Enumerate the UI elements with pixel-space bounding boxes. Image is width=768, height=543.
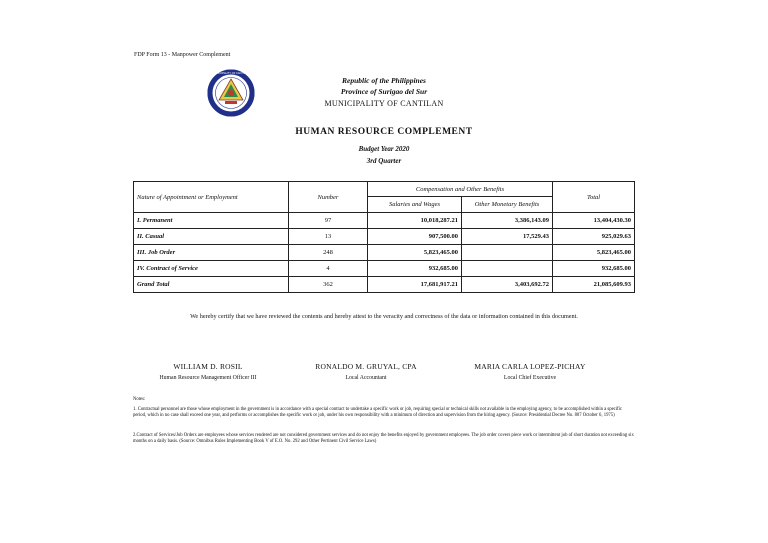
- col-header-other-benefits: Other Monetary Benefits: [462, 197, 553, 213]
- row-other-benefits: [462, 261, 553, 277]
- col-header-nature: Nature of Appointment or Employment: [134, 182, 289, 213]
- row-number: 13: [289, 229, 368, 245]
- signatory-name: MARIA CARLA LOPEZ-PICHAY: [474, 362, 586, 371]
- signatory-hrmo: [128, 362, 288, 381]
- row-number: 362: [289, 277, 368, 293]
- signatory-name: RONALDO M. GRUYAL, CPA: [315, 362, 417, 371]
- col-header-total: Total: [553, 182, 635, 213]
- republic-line: Republic of the Philippines: [342, 76, 426, 85]
- col-header-number: Number: [289, 182, 368, 213]
- row-other-benefits: 3,403,692.72: [462, 277, 553, 293]
- row-total: 5,823,465.00: [553, 245, 635, 261]
- row-total: 21,085,609.93: [553, 277, 635, 293]
- table-row: [134, 229, 635, 245]
- row-total: 13,404,430.30: [553, 213, 635, 229]
- note-1: 1. Contractual personnel are those whose employment in the government is in accordance with a special contract to undertake a specific work or job, requiring special or technical skills not available in the employing agency, to be accomplished within a specific period, which in no case shall exceed one year, and performs or accomplishes the specific work or job, under his own responsibility with a minimum of direction and supervision from the hiring agency. (Source: Presidential Decree No. 807 October 6, 1975): [133, 407, 622, 418]
- row-total: 932,685.00: [553, 261, 635, 277]
- row-nature: I. Permanent: [134, 213, 289, 229]
- signatory-chief-executive: [450, 362, 610, 381]
- row-number: 248: [289, 245, 368, 261]
- table-row: [134, 213, 635, 229]
- table-row: [134, 245, 635, 261]
- note-2: 2.Contract of Services/Job Orders are employees whose services rendered are not considered government services and do not enjoy the benefits enjoyed by government employees. The job order covers piece work or intermittent job of short duration not exceeding six months on a daily basis. (Source: Omnibus Rules Implementing Book V of E.O. No. 292 and Other Pertinent Civil Service Laws): [133, 433, 634, 444]
- grand-total-row: [134, 277, 635, 293]
- notes-heading: Notes:: [133, 397, 146, 402]
- signatory-role: Local Chief Executive: [503, 375, 557, 381]
- row-salaries: 932,685.00: [368, 261, 462, 277]
- row-nature: II. Casual: [134, 229, 289, 245]
- row-nature: Grand Total: [134, 277, 289, 293]
- table-row: [134, 261, 635, 277]
- municipality-line: MUNICIPALITY OF CANTILAN: [324, 99, 444, 108]
- row-number: 4: [289, 261, 368, 277]
- row-nature: III. Job Order: [134, 245, 289, 261]
- signatory-role: Human Resource Management Officer III: [159, 375, 257, 381]
- row-salaries: 907,500.00: [368, 229, 462, 245]
- signatory-name: WILLIAM D. ROSIL: [173, 362, 243, 371]
- quarter: 3rd Quarter: [366, 157, 402, 165]
- row-other-benefits: 3,386,143.09: [462, 213, 553, 229]
- certification-text: We hereby certify that we have reviewed the contents and hereby attest to the veracity and correctness of the data or information contained in this document.: [190, 313, 578, 320]
- row-other-benefits: 17,529.43: [462, 229, 553, 245]
- hr-complement-table: [133, 181, 635, 293]
- signatory-role: Local Accountant: [345, 375, 387, 381]
- signatory-accountant: [286, 362, 446, 381]
- row-number: 97: [289, 213, 368, 229]
- form-label: FDP Form 13 - Manpower Complement: [134, 52, 231, 58]
- svg-text:MUNICIPALITY OF CANTILAN: MUNICIPALITY OF CANTILAN: [213, 72, 249, 76]
- province-line: Province of Surigao del Sur: [340, 87, 428, 96]
- row-salaries: 10,018,287.21: [368, 213, 462, 229]
- page-title: HUMAN RESOURCE COMPLEMENT: [295, 127, 473, 137]
- row-salaries: 5,823,465.00: [368, 245, 462, 261]
- budget-year: Budget Year 2020: [358, 145, 410, 153]
- col-header-compensation: Compensation and Other Benefits: [368, 182, 553, 197]
- row-salaries: 17,681,917.21: [368, 277, 462, 293]
- row-nature: IV. Contract of Service: [134, 261, 289, 277]
- col-header-salaries: Salaries and Wages: [368, 197, 462, 213]
- row-total: 925,029.63: [553, 229, 635, 245]
- row-other-benefits: [462, 245, 553, 261]
